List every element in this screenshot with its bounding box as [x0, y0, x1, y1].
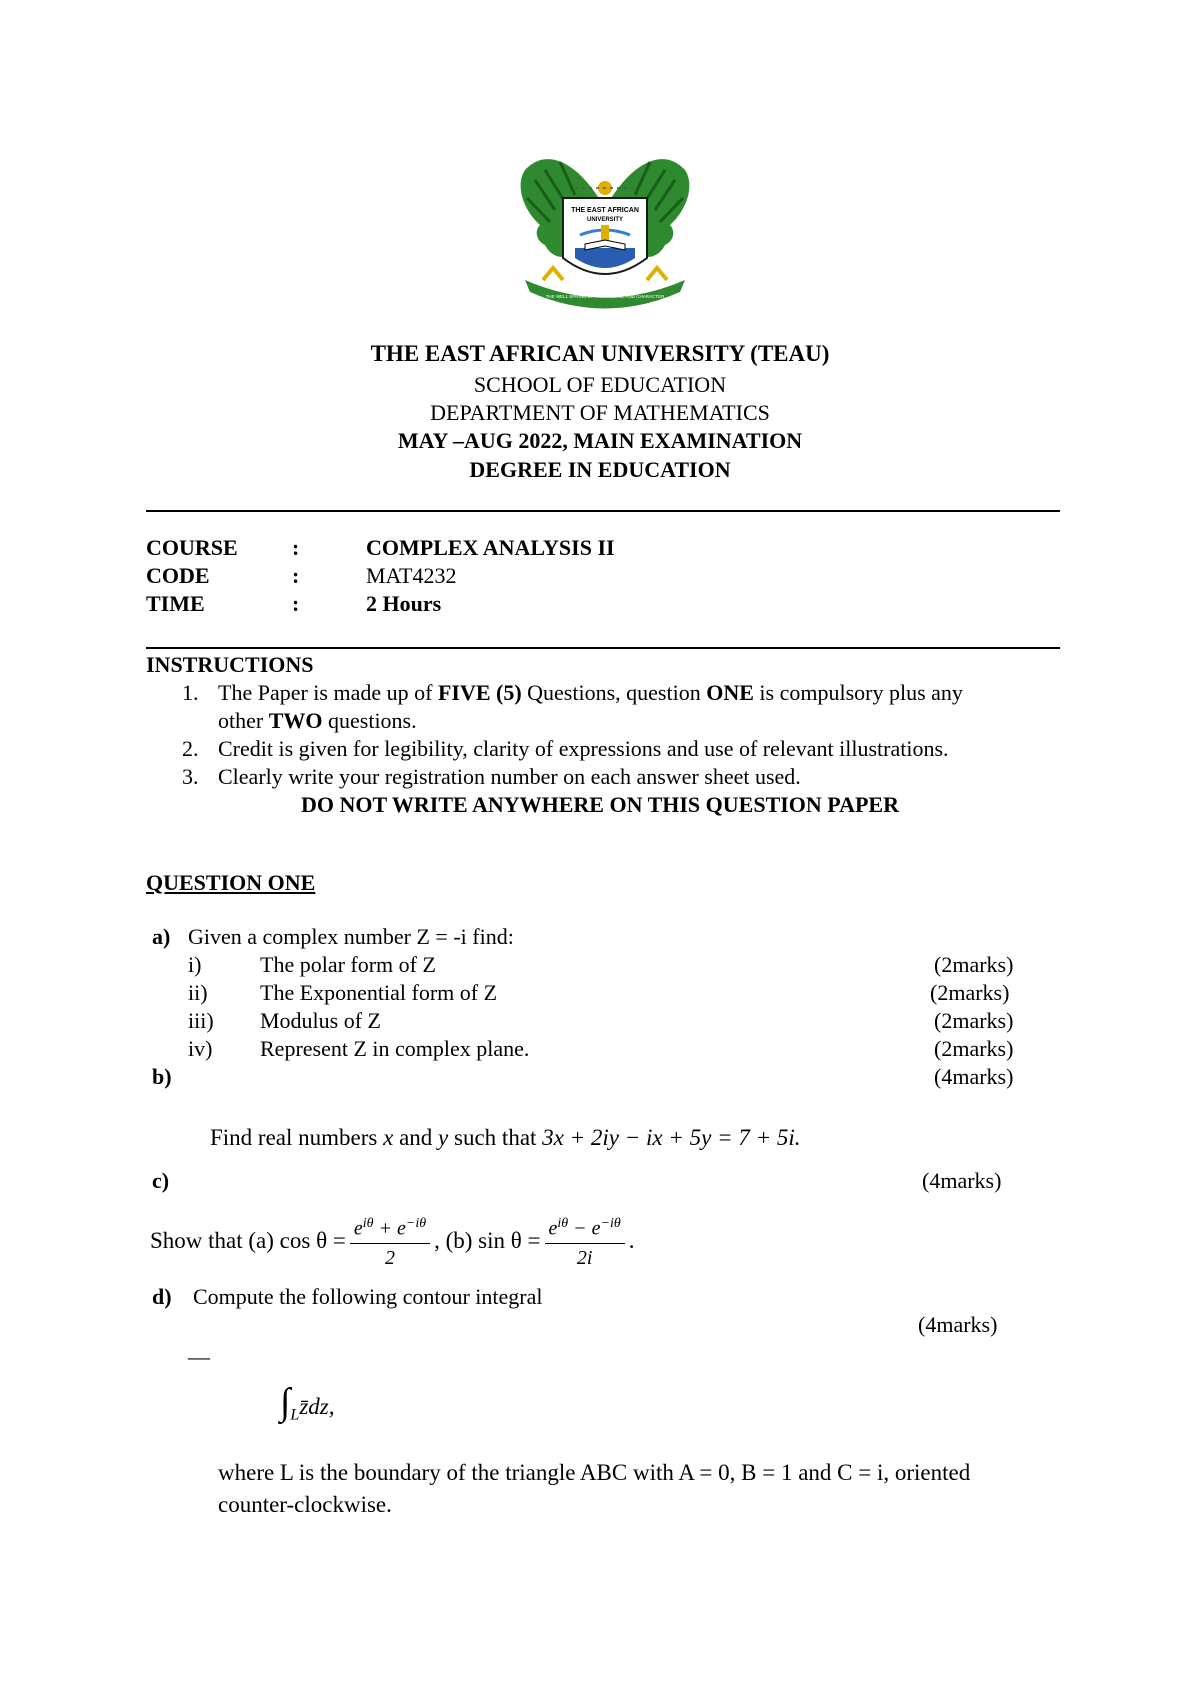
part-a-iv-text: Represent Z in complex plane.	[260, 1036, 530, 1061]
part-d-marks: (4marks)	[918, 1312, 998, 1337]
instruction-1	[218, 680, 963, 706]
part-b-and: and	[393, 1125, 439, 1150]
part-c-fraction-sin	[545, 1212, 625, 1270]
code-value: MAT4232	[366, 563, 457, 588]
instruction-1-two: TWO	[268, 708, 323, 733]
time-sep: :	[292, 591, 300, 616]
code-label: CODE	[146, 563, 210, 588]
part-a-i-marks: (2marks)	[934, 952, 1014, 977]
instruction-2: Credit is given for legibility, clarity of expressions and use of relevant illustrations.	[218, 736, 949, 761]
part-b-text-a: Find real numbers	[210, 1125, 384, 1150]
part-a-label: a)	[152, 924, 171, 949]
part-d-where-line2: counter-clockwise.	[218, 1492, 392, 1517]
instruction-1-text-e: is compulsory plus any	[753, 680, 963, 705]
instruction-1-line2-a: other	[218, 708, 269, 733]
integrand: z̄dz,	[299, 1394, 335, 1419]
logo-emblem	[505, 140, 705, 325]
part-c-marks: (4marks)	[922, 1168, 1002, 1193]
instruction-3: Clearly write your registration number on each answer sheet used.	[218, 764, 801, 789]
frac2-sup1: iθ	[557, 1216, 569, 1231]
course-label: COURSE	[146, 535, 238, 560]
part-b-question	[210, 1125, 801, 1151]
part-a-iii-marks: (2marks)	[934, 1008, 1014, 1033]
frac1-sup2: −iθ	[405, 1216, 427, 1231]
frac1-e1: e	[353, 1217, 363, 1240]
part-d-label: d)	[152, 1284, 172, 1309]
part-a-iv-num: iv)	[188, 1036, 213, 1061]
part-a-ii-marks: (2marks)	[930, 980, 1010, 1005]
logo-text-top: THE EAST AFRICAN	[571, 207, 639, 214]
part-d-integral	[280, 1380, 334, 1425]
course-sep: :	[292, 535, 300, 560]
instruction-2-num: 2.	[182, 736, 199, 761]
exam-session: MAY –AUG 2022, MAIN EXAMINATION	[397, 428, 803, 453]
instruction-1-text-a: The Paper is made up of	[218, 680, 438, 705]
logo-motto: THE WELL SPRING OF KNOWLEDGE AND CHARACTER	[545, 294, 665, 299]
part-a-i-text: The polar form of Z	[260, 952, 436, 977]
part-d-dash: —	[188, 1344, 210, 1369]
part-a-iii-num: iii)	[188, 1008, 214, 1033]
divider-top	[146, 510, 1060, 512]
part-b-label: b)	[152, 1064, 172, 1089]
time-label: TIME	[146, 591, 205, 616]
part-d-where-line1: where L is the boundary of the triangle ABC with A = 0, B = 1 and C = i, oriented	[218, 1460, 971, 1485]
warning-text: DO NOT WRITE ANYWHERE ON THIS QUESTION PAPER	[301, 792, 899, 817]
part-a-intro: Given a complex number Z = -i find:	[188, 924, 514, 949]
university-name: THE EAST AFRICAN UNIVERSITY (TEAU)	[370, 341, 830, 366]
school-name: SCHOOL OF EDUCATION	[473, 372, 727, 397]
instruction-1-one: ONE	[706, 680, 754, 705]
degree-name: DEGREE IN EDUCATION	[469, 457, 731, 482]
university-logo	[505, 140, 705, 325]
instruction-1-num: 1.	[182, 680, 199, 705]
instruction-1-text-c: Questions, question	[521, 680, 707, 705]
part-b-text-b: such that	[448, 1125, 543, 1150]
frac2-e1: e	[548, 1217, 558, 1240]
part-a-ii-num: ii)	[188, 980, 208, 1005]
integral-sign: ∫	[280, 1381, 291, 1423]
part-b-marks: (4marks)	[934, 1064, 1014, 1089]
integral-sub: L	[290, 1406, 300, 1424]
part-c-show-that: Show that (a) cos θ =	[150, 1227, 346, 1253]
part-a-iii-text: Modulus of Z	[260, 1008, 381, 1033]
part-c-label: c)	[152, 1168, 170, 1193]
divider-bottom	[146, 647, 1060, 649]
part-a-iv-marks: (2marks)	[934, 1036, 1014, 1061]
instruction-1-line2-c: questions.	[322, 708, 417, 733]
instruction-3-num: 3.	[182, 764, 199, 789]
part-a-ii-text: The Exponential form of Z	[260, 980, 498, 1005]
part-d-text: Compute the following contour integral	[193, 1284, 543, 1309]
frac2-den: 2i	[576, 1246, 593, 1269]
part-b-equation: 3x + 2iy − ix + 5y = 7 + 5i.	[542, 1125, 801, 1150]
department-name: DEPARTMENT OF MATHEMATICS	[430, 400, 770, 425]
instruction-1-five: FIVE (5)	[437, 680, 522, 705]
course-value: COMPLEX ANALYSIS II	[366, 535, 615, 560]
code-sep: :	[292, 563, 300, 588]
frac2-mid: − e	[568, 1217, 601, 1240]
frac2-sup2: −iθ	[600, 1216, 621, 1231]
part-c-fraction-cos	[350, 1212, 430, 1270]
part-b-x: x	[383, 1125, 394, 1150]
time-value: 2 Hours	[366, 591, 442, 616]
frac1-den: 2	[384, 1246, 395, 1269]
part-a-i-num: i)	[188, 952, 202, 977]
logo-text-bottom: UNIVERSITY	[586, 217, 624, 223]
part-b-y: y	[438, 1125, 449, 1150]
part-c-part-b: , (b) sin θ =	[434, 1227, 541, 1253]
instructions-title: INSTRUCTIONS	[146, 652, 314, 677]
frac1-sup1: iθ	[362, 1216, 374, 1231]
part-c-question	[150, 1212, 635, 1270]
frac1-mid: + e	[373, 1217, 406, 1240]
part-c-end: .	[628, 1227, 635, 1253]
instruction-1-line2	[218, 708, 417, 734]
question-one-title: QUESTION ONE	[146, 870, 316, 895]
